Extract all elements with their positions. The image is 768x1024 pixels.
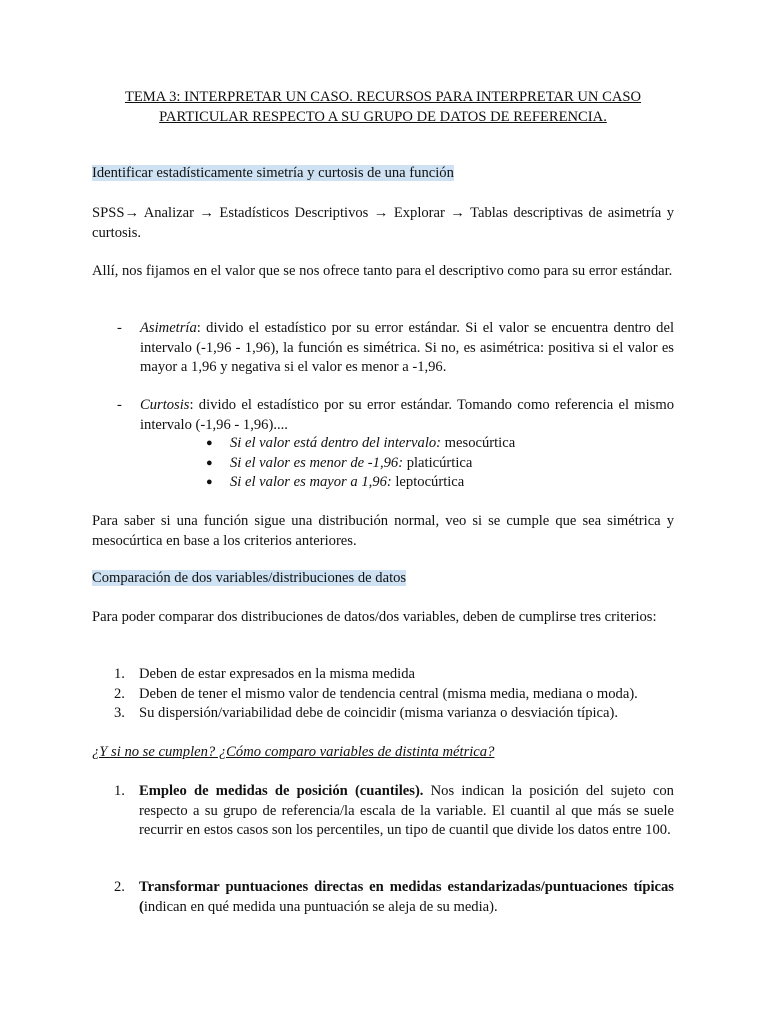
document-title [78, 88, 688, 127]
asimetria-description: : divido el estadístico por su error estándar. Si el valor se encuentra dentro del intervalo (-1,96 - 1,96), la función es simétrica. Si no, es asimétrica: positiva si el valor es mayor a 1,96 y negativa si el valor es menor a -1,96. [140, 320, 674, 375]
criteria-text: Deben de tener el mismo valor de tendencia central (misma media, mediana o moda). [139, 686, 638, 702]
section-heading-text: Comparación de dos variables/distribuciones de datos [92, 570, 407, 586]
method-title: Transformar puntuaciones directas en medidas estandarizadas/puntuaciones típicas ( [139, 879, 674, 915]
dash-marker: - [117, 397, 122, 413]
method-description: indican en qué medida una puntuación se aleja de su media). [143, 898, 498, 915]
item-number: 2. [114, 879, 125, 895]
asimetria-text [140, 319, 674, 378]
normal-distribution-paragraph [92, 512, 674, 551]
bullet-dot: ● [206, 457, 213, 469]
curtosis-term: Curtosis [140, 397, 190, 413]
bullet-condition: Si el valor es mayor a 1,96: [230, 474, 392, 490]
item-number: 2. [114, 686, 125, 702]
method-description: Nos indican la posición del sujeto con respecto a su grupo de referencia/la escala de la variable. El cuantil al que más se suele recurrir en estos casos son los percentiles, un tipo de cuantil que divide los datos entre 100. [139, 783, 674, 838]
curtosis-description: : divido el estadístico por su error estándar. Tomando como referencia el mismo intervalo (-1,96 - 1,96).... [140, 397, 674, 433]
comparison-intro-text: Para poder comparar dos distribuciones de datos/dos variables, deben de cumplirse tres criterios: [92, 609, 657, 625]
curtosis-text [140, 396, 674, 435]
spss-path-text: SPSS→ Analizar → Estadísticos Descriptivos → Explorar → Tablas descriptivas de asimetría y curtosis. [92, 205, 674, 241]
method-title: Empleo de medidas de posición (cuantiles). [139, 783, 424, 799]
title-line-1: TEMA 3: INTERPRETAR UN CASO. RECURSOS PARA INTERPRETAR UN CASO [124, 89, 642, 105]
comparison-intro [92, 608, 674, 628]
bullet-dot: ● [206, 437, 213, 449]
bullet-dot: ● [206, 476, 213, 488]
question-line [92, 743, 674, 763]
section-heading-text: Identificar estadísticamente simetría y curtosis de una función [92, 165, 454, 181]
item-number: 3. [114, 705, 125, 721]
item-number: 1. [114, 783, 125, 799]
section-heading-comparacion [92, 569, 674, 589]
bullet-result: platicúrtica [403, 455, 473, 471]
intro-text: Allí, nos fijamos en el valor que se nos ofrece tanto para el descriptivo como para su error estándar. [92, 263, 673, 279]
bullet-result: mesocúrtica [441, 435, 516, 451]
criteria-text: Su dispersión/variabilidad debe de coincidir (misma varianza o desviación típica). [139, 705, 619, 721]
intro-paragraph [92, 262, 674, 282]
title-line-2: PARTICULAR RESPECTO A SU GRUPO DE DATOS DE REFERENCIA. [159, 108, 607, 125]
question-text: ¿Y si no se cumplen? ¿Cómo comparo variables de distinta métrica? [92, 744, 495, 760]
spss-path [92, 204, 674, 243]
normal-distribution-text: Para saber si una función sigue una distribución normal, veo si se cumple que sea simétrica y mesocúrtica en base a los criterios anteriores. [92, 513, 674, 549]
bullet-result: leptocúrtica [391, 474, 465, 490]
item-number: 1. [114, 666, 125, 682]
section-heading-simetria [92, 164, 674, 184]
criteria-text: Deben de estar expresados en la misma medida [139, 666, 415, 682]
bullet-condition: Si el valor es menor de -1,96: [230, 455, 404, 471]
dash-marker: - [117, 320, 122, 336]
bullet-condition: Si el valor está dentro del intervalo: [230, 435, 442, 451]
asimetria-term: Asimetría [140, 320, 197, 336]
